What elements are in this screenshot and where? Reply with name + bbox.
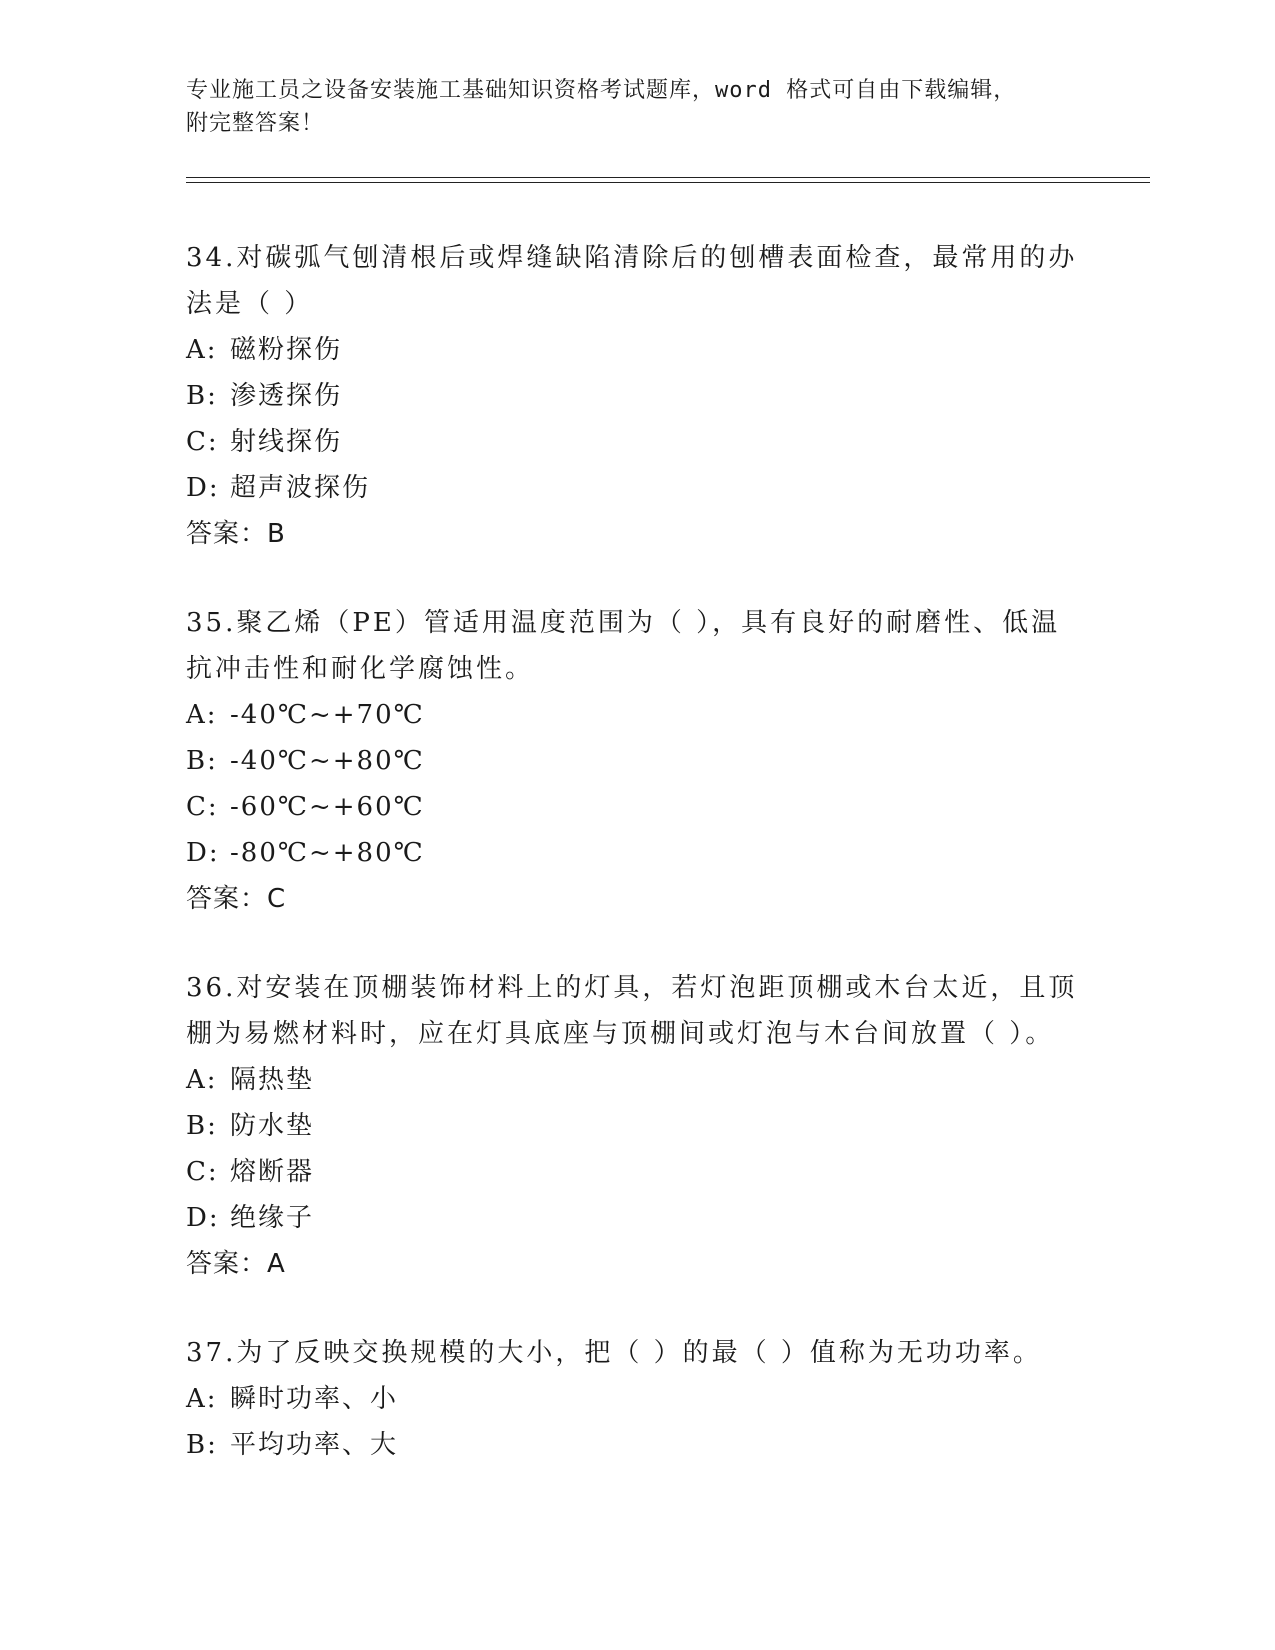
option-letter: C:	[186, 1157, 219, 1187]
option-text: -40℃~+70℃	[230, 700, 425, 730]
header-divider-bottom	[186, 182, 1150, 183]
option-letter: A:	[186, 1065, 218, 1095]
option-text: 瞬时功率、小	[230, 1384, 399, 1414]
option-text: 磁粉探伤	[230, 335, 343, 365]
option-c	[186, 1149, 1086, 1195]
option-letter: B:	[186, 746, 218, 776]
question-stem-line-2: 抗冲击性和耐化学腐蚀性。	[186, 654, 535, 684]
question-36	[186, 965, 1086, 1287]
question-stem-line-1: 37.为了反映交换规模的大小，把（ ）的最（ ）值称为无功功率。	[186, 1338, 1042, 1368]
option-d	[186, 1195, 1086, 1241]
question-stem-line-2: 法是（ ）	[186, 289, 314, 319]
option-text: 平均功率、大	[230, 1430, 399, 1460]
header-line-2: 附完整答案！	[186, 111, 325, 136]
option-text: 防水垫	[230, 1111, 315, 1141]
option-b	[186, 1103, 1086, 1149]
option-letter: B:	[186, 381, 218, 411]
option-letter: D:	[186, 473, 220, 503]
option-a	[186, 1057, 1086, 1103]
option-letter: A:	[186, 700, 218, 730]
option-text: -80℃~+80℃	[230, 838, 425, 868]
option-text: 绝缘子	[230, 1203, 315, 1233]
option-letter: B:	[186, 1111, 218, 1141]
option-text: 熔断器	[230, 1157, 315, 1187]
document-header	[186, 74, 1086, 140]
option-letter: C:	[186, 792, 219, 822]
question-stem-line-1: 34.对碳弧气刨清根后或焊缝缺陷清除后的刨槽表面检查，最常用的办	[186, 243, 1078, 273]
option-letter: D:	[186, 1203, 220, 1233]
question-stem-line-1: 36.对安装在顶棚装饰材料上的灯具，若灯泡距顶棚或木台太近，且顶	[186, 973, 1078, 1003]
option-letter: D:	[186, 838, 220, 868]
question-35	[186, 600, 1086, 922]
header-divider-top	[186, 177, 1150, 178]
option-b	[186, 738, 1086, 784]
option-b	[186, 1422, 1086, 1468]
question-stem-line-2: 棚为易燃材料时，应在灯具底座与顶棚间或灯泡与木台间放置（ ）。	[186, 1019, 1055, 1049]
option-d	[186, 465, 1086, 511]
answer-label: 答案：A	[186, 1249, 286, 1279]
question-stem-line-1: 35.聚乙烯（PE）管适用温度范围为（ ），具有良好的耐磨性、低温	[186, 608, 1061, 638]
option-c	[186, 784, 1086, 830]
option-letter: A:	[186, 335, 218, 365]
option-b	[186, 373, 1086, 419]
option-d	[186, 830, 1086, 876]
option-text: -40℃~+80℃	[230, 746, 425, 776]
option-a	[186, 327, 1086, 373]
option-text: 超声波探伤	[230, 473, 371, 503]
option-c	[186, 419, 1086, 465]
option-letter: C:	[186, 427, 219, 457]
option-letter: B:	[186, 1430, 218, 1460]
option-text: 隔热垫	[230, 1065, 315, 1095]
option-a	[186, 692, 1086, 738]
answer-label: 答案：C	[186, 884, 287, 914]
option-a	[186, 1376, 1086, 1422]
option-text: -60℃~+60℃	[230, 792, 425, 822]
question-37	[186, 1330, 1086, 1468]
option-letter: A:	[186, 1384, 218, 1414]
question-34	[186, 235, 1086, 557]
option-text: 渗透探伤	[230, 381, 343, 411]
option-text: 射线探伤	[230, 427, 343, 457]
answer-label: 答案：B	[186, 519, 286, 549]
header-line-1: 专业施工员之设备安装施工基础知识资格考试题库，word 格式可自由下载编辑，	[186, 78, 1017, 103]
